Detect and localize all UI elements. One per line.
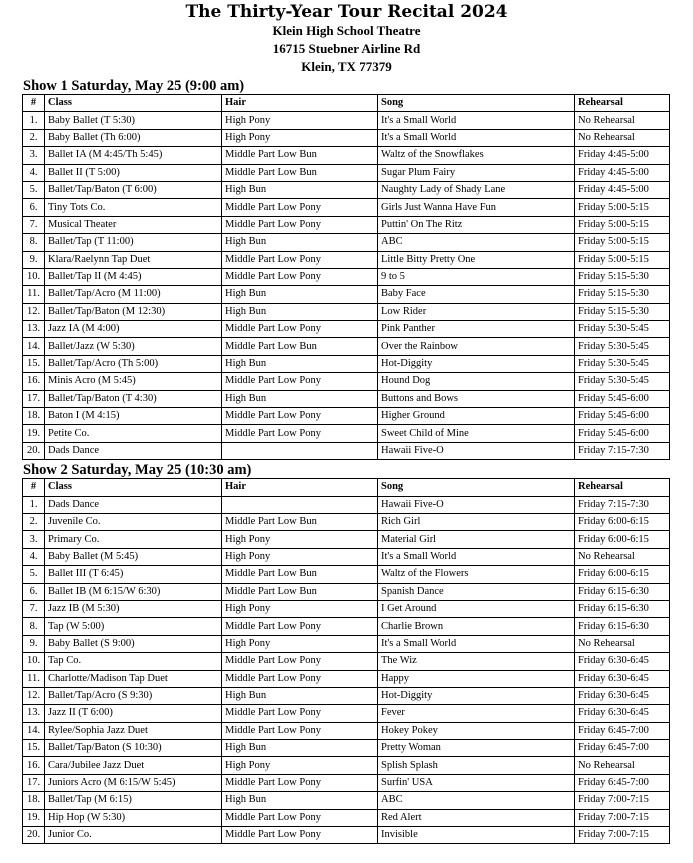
- class-cell: Jazz IA (M 4:00): [45, 321, 222, 338]
- song-cell: Material Girl: [378, 531, 575, 548]
- table-row: [23, 774, 670, 791]
- hair-cell: Middle Part Low Pony: [222, 216, 378, 233]
- hair-cell: Middle Part Low Pony: [222, 618, 378, 635]
- class-cell: Baby Ballet (M 5:45): [45, 548, 222, 565]
- class-cell: Ballet/Tap/Baton (M 12:30): [45, 303, 222, 320]
- table-header-row: [23, 95, 670, 112]
- hair-cell: Middle Part Low Pony: [222, 199, 378, 216]
- song-cell: Girls Just Wanna Have Fun: [378, 199, 575, 216]
- col-class-header: Class: [45, 479, 222, 496]
- row-number: 8.: [23, 234, 45, 251]
- rehearsal-cell: Friday 6:15-6:30: [575, 618, 670, 635]
- row-number: 9.: [23, 635, 45, 652]
- show1-table: [22, 94, 670, 460]
- row-number: 6.: [23, 583, 45, 600]
- table-row: [23, 216, 670, 233]
- table-row: [23, 303, 670, 320]
- song-cell: Naughty Lady of Shady Lane: [378, 181, 575, 198]
- hair-cell: Middle Part Low Pony: [222, 827, 378, 844]
- page-title: The Thirty-Year Tour Recital 2024: [185, 2, 508, 22]
- rehearsal-cell: Friday 7:00-7:15: [575, 792, 670, 809]
- rehearsal-cell: Friday 5:00-5:15: [575, 216, 670, 233]
- rehearsal-cell: Friday 5:30-5:45: [575, 355, 670, 372]
- table-row: [23, 112, 670, 129]
- song-cell: Hound Dog: [378, 373, 575, 390]
- rehearsal-cell: Friday 5:15-5:30: [575, 303, 670, 320]
- hair-cell: Middle Part Low Bun: [222, 513, 378, 530]
- hair-cell: High Bun: [222, 687, 378, 704]
- class-cell: Ballet IB (M 6:15/W 6:30): [45, 583, 222, 600]
- class-cell: Baby Ballet (T 5:30): [45, 112, 222, 129]
- class-cell: Ballet/Tap/Baton (S 10:30): [45, 740, 222, 757]
- song-cell: Hokey Pokey: [378, 722, 575, 739]
- hair-cell: Middle Part Low Pony: [222, 809, 378, 826]
- table-row: [23, 199, 670, 216]
- table-row: [23, 792, 670, 809]
- rehearsal-cell: Friday 5:30-5:45: [575, 373, 670, 390]
- table-row: [23, 566, 670, 583]
- rehearsal-cell: Friday 5:00-5:15: [575, 234, 670, 251]
- col-rehearsal-header: Rehearsal: [575, 95, 670, 112]
- table-row: [23, 425, 670, 442]
- row-number: 7.: [23, 216, 45, 233]
- table-row: [23, 251, 670, 268]
- song-cell: Buttons and Bows: [378, 390, 575, 407]
- rehearsal-cell: No Rehearsal: [575, 548, 670, 565]
- hair-cell: Middle Part Low Pony: [222, 774, 378, 791]
- class-cell: Primary Co.: [45, 531, 222, 548]
- hair-cell: High Pony: [222, 531, 378, 548]
- hair-cell: [222, 442, 378, 459]
- hair-cell: Middle Part Low Pony: [222, 373, 378, 390]
- rehearsal-cell: Friday 5:45-6:00: [575, 390, 670, 407]
- hair-cell: Middle Part Low Pony: [222, 268, 378, 285]
- row-number: 2.: [23, 129, 45, 146]
- row-number: 10.: [23, 653, 45, 670]
- class-cell: Ballet/Tap II (M 4:45): [45, 268, 222, 285]
- row-number: 12.: [23, 303, 45, 320]
- table-row: [23, 408, 670, 425]
- song-cell: Red Alert: [378, 809, 575, 826]
- table-row: [23, 286, 670, 303]
- rehearsal-cell: Friday 5:15-5:30: [575, 286, 670, 303]
- song-cell: 9 to 5: [378, 268, 575, 285]
- rehearsal-cell: Friday 5:15-5:30: [575, 268, 670, 285]
- hair-cell: High Pony: [222, 129, 378, 146]
- class-cell: Minis Acro (M 5:45): [45, 373, 222, 390]
- table-row: [23, 338, 670, 355]
- hair-cell: High Bun: [222, 286, 378, 303]
- row-number: 18.: [23, 408, 45, 425]
- venue-name: Klein High School Theatre: [272, 23, 421, 38]
- hair-cell: High Pony: [222, 757, 378, 774]
- class-cell: Ballet III (T 6:45): [45, 566, 222, 583]
- song-cell: It's a Small World: [378, 112, 575, 129]
- table-row: [23, 355, 670, 372]
- row-number: 17.: [23, 774, 45, 791]
- class-cell: Juniors Acro (M 6:15/W 5:45): [45, 774, 222, 791]
- rehearsal-cell: Friday 7:00-7:15: [575, 827, 670, 844]
- table-row: [23, 147, 670, 164]
- rehearsal-cell: Friday 7:15-7:30: [575, 442, 670, 459]
- song-cell: Invisible: [378, 827, 575, 844]
- rehearsal-cell: Friday 5:45-6:00: [575, 425, 670, 442]
- class-cell: Ballet/Tap/Baton (T 6:00): [45, 181, 222, 198]
- class-cell: Dads Dance: [45, 442, 222, 459]
- hair-cell: High Bun: [222, 303, 378, 320]
- table-row: [23, 268, 670, 285]
- song-cell: Surfin' USA: [378, 774, 575, 791]
- table-row: [23, 321, 670, 338]
- hair-cell: Middle Part Low Bun: [222, 164, 378, 181]
- table-row: [23, 496, 670, 513]
- hair-cell: Middle Part Low Pony: [222, 722, 378, 739]
- table-row: [23, 164, 670, 181]
- song-cell: Hot-Diggity: [378, 687, 575, 704]
- row-number: 14.: [23, 338, 45, 355]
- song-cell: ABC: [378, 792, 575, 809]
- rehearsal-cell: Friday 5:00-5:15: [575, 199, 670, 216]
- song-cell: Low Rider: [378, 303, 575, 320]
- rehearsal-cell: Friday 4:45-5:00: [575, 164, 670, 181]
- hair-cell: Middle Part Low Bun: [222, 583, 378, 600]
- table-row: [23, 234, 670, 251]
- song-cell: Splish Splash: [378, 757, 575, 774]
- song-cell: It's a Small World: [378, 548, 575, 565]
- table-row: [23, 513, 670, 530]
- rehearsal-cell: Friday 6:45-7:00: [575, 774, 670, 791]
- row-number: 1.: [23, 496, 45, 513]
- class-cell: Ballet/Tap/Baton (T 4:30): [45, 390, 222, 407]
- table-row: [23, 670, 670, 687]
- rehearsal-cell: Friday 5:00-5:15: [575, 251, 670, 268]
- hair-cell: High Pony: [222, 548, 378, 565]
- song-cell: Hawaii Five-O: [378, 442, 575, 459]
- table-row: [23, 827, 670, 844]
- class-cell: Ballet II (T 5:00): [45, 164, 222, 181]
- class-cell: Ballet/Tap/Acro (S 9:30): [45, 687, 222, 704]
- row-number: 10.: [23, 268, 45, 285]
- rehearsal-cell: Friday 6:45-7:00: [575, 740, 670, 757]
- rehearsal-cell: Friday 6:00-6:15: [575, 513, 670, 530]
- recital-schedule-page: [0, 2, 693, 863]
- class-cell: Jazz II (T 6:00): [45, 705, 222, 722]
- class-cell: Baby Ballet (S 9:00): [45, 635, 222, 652]
- rehearsal-cell: Friday 6:30-6:45: [575, 670, 670, 687]
- row-number: 13.: [23, 705, 45, 722]
- song-cell: Spanish Dance: [378, 583, 575, 600]
- song-cell: ABC: [378, 234, 575, 251]
- hair-cell: High Bun: [222, 355, 378, 372]
- hair-cell: High Pony: [222, 112, 378, 129]
- song-cell: Puttin' On The Ritz: [378, 216, 575, 233]
- class-cell: Jazz IB (M 5:30): [45, 600, 222, 617]
- hair-cell: Middle Part Low Pony: [222, 670, 378, 687]
- hair-cell: [222, 496, 378, 513]
- show1-title: Show 1 Saturday, May 25 (9:00 am): [23, 78, 245, 94]
- rehearsal-cell: Friday 6:15-6:30: [575, 600, 670, 617]
- show2-table: [22, 478, 670, 844]
- rehearsal-cell: No Rehearsal: [575, 757, 670, 774]
- col-song-header: Song: [378, 479, 575, 496]
- row-number: 8.: [23, 618, 45, 635]
- col-rehearsal-header: Rehearsal: [575, 479, 670, 496]
- hair-cell: High Bun: [222, 740, 378, 757]
- rehearsal-cell: Friday 6:30-6:45: [575, 705, 670, 722]
- row-number: 4.: [23, 164, 45, 181]
- show2-title: Show 2 Saturday, May 25 (10:30 am): [23, 462, 252, 479]
- song-cell: Waltz of the Snowflakes: [378, 147, 575, 164]
- class-cell: Juvenile Co.: [45, 513, 222, 530]
- class-cell: Ballet IA (M 4:45/Th 5:45): [45, 147, 222, 164]
- row-number: 3.: [23, 147, 45, 164]
- col-number-header: #: [23, 479, 45, 496]
- rehearsal-cell: Friday 6:00-6:15: [575, 566, 670, 583]
- hair-cell: Middle Part Low Bun: [222, 566, 378, 583]
- class-cell: Junior Co.: [45, 827, 222, 844]
- class-cell: Rylee/Sophia Jazz Duet: [45, 722, 222, 739]
- song-cell: Little Bitty Pretty One: [378, 251, 575, 268]
- rehearsal-cell: Friday 6:15-6:30: [575, 583, 670, 600]
- row-number: 11.: [23, 670, 45, 687]
- song-cell: Sugar Plum Fairy: [378, 164, 575, 181]
- rehearsal-cell: Friday 4:45-5:00: [575, 181, 670, 198]
- song-cell: The Wiz: [378, 653, 575, 670]
- table-row: [23, 583, 670, 600]
- class-cell: Klara/Raelynn Tap Duet: [45, 251, 222, 268]
- song-cell: It's a Small World: [378, 129, 575, 146]
- song-cell: Sweet Child of Mine: [378, 425, 575, 442]
- class-cell: Petite Co.: [45, 425, 222, 442]
- venue-city: Klein, TX 77379: [301, 59, 392, 74]
- table-row: [23, 373, 670, 390]
- class-cell: Ballet/Jazz (W 5:30): [45, 338, 222, 355]
- table-row: [23, 531, 670, 548]
- rehearsal-cell: Friday 6:45-7:00: [575, 722, 670, 739]
- col-hair-header: Hair: [222, 479, 378, 496]
- song-cell: Higher Ground: [378, 408, 575, 425]
- class-cell: Baton I (M 4:15): [45, 408, 222, 425]
- hair-cell: Middle Part Low Pony: [222, 408, 378, 425]
- song-cell: Fever: [378, 705, 575, 722]
- class-cell: Dads Dance: [45, 496, 222, 513]
- rehearsal-cell: Friday 5:30-5:45: [575, 338, 670, 355]
- col-hair-header: Hair: [222, 95, 378, 112]
- table-row: [23, 722, 670, 739]
- hair-cell: Middle Part Low Pony: [222, 653, 378, 670]
- col-number-header: #: [23, 95, 45, 112]
- class-cell: Tap (W 5:00): [45, 618, 222, 635]
- table-row: [23, 653, 670, 670]
- row-number: 20.: [23, 442, 45, 459]
- class-cell: Tiny Tots Co.: [45, 199, 222, 216]
- song-cell: Hot-Diggity: [378, 355, 575, 372]
- col-class-header: Class: [45, 95, 222, 112]
- rehearsal-cell: No Rehearsal: [575, 635, 670, 652]
- table-row: [23, 129, 670, 146]
- row-number: 19.: [23, 809, 45, 826]
- hair-cell: Middle Part Low Bun: [222, 147, 378, 164]
- row-number: 17.: [23, 390, 45, 407]
- class-cell: Tap Co.: [45, 653, 222, 670]
- table-row: [23, 618, 670, 635]
- row-number: 12.: [23, 687, 45, 704]
- table-row: [23, 809, 670, 826]
- col-song-header: Song: [378, 95, 575, 112]
- row-number: 16.: [23, 373, 45, 390]
- hair-cell: Middle Part Low Bun: [222, 338, 378, 355]
- row-number: 18.: [23, 792, 45, 809]
- hair-cell: High Bun: [222, 234, 378, 251]
- row-number: 5.: [23, 181, 45, 198]
- table-row: [23, 757, 670, 774]
- rehearsal-cell: Friday 7:15-7:30: [575, 496, 670, 513]
- table-row: [23, 181, 670, 198]
- rehearsal-cell: Friday 5:45-6:00: [575, 408, 670, 425]
- table-row: [23, 390, 670, 407]
- hair-cell: Middle Part Low Pony: [222, 321, 378, 338]
- row-number: 11.: [23, 286, 45, 303]
- table-row: [23, 687, 670, 704]
- class-cell: Ballet/Tap/Acro (Th 5:00): [45, 355, 222, 372]
- rehearsal-cell: Friday 6:30-6:45: [575, 653, 670, 670]
- show1-table-body: [23, 112, 670, 460]
- hair-cell: High Bun: [222, 181, 378, 198]
- rehearsal-cell: Friday 6:30-6:45: [575, 687, 670, 704]
- row-number: 4.: [23, 548, 45, 565]
- hair-cell: High Bun: [222, 390, 378, 407]
- song-cell: Rich Girl: [378, 513, 575, 530]
- venue-address: 16715 Stuebner Airline Rd: [272, 41, 421, 56]
- song-cell: Pretty Woman: [378, 740, 575, 757]
- class-cell: Hip Hop (W 5:30): [45, 809, 222, 826]
- row-number: 1.: [23, 112, 45, 129]
- song-cell: Baby Face: [378, 286, 575, 303]
- row-number: 15.: [23, 355, 45, 372]
- row-number: 9.: [23, 251, 45, 268]
- rehearsal-cell: Friday 7:00-7:15: [575, 809, 670, 826]
- hair-cell: High Pony: [222, 600, 378, 617]
- song-cell: Hawaii Five-O: [378, 496, 575, 513]
- class-cell: Musical Theater: [45, 216, 222, 233]
- song-cell: Happy: [378, 670, 575, 687]
- rehearsal-cell: No Rehearsal: [575, 112, 670, 129]
- rehearsal-cell: No Rehearsal: [575, 129, 670, 146]
- table-header-row: [23, 479, 670, 496]
- song-cell: Pink Panther: [378, 321, 575, 338]
- table-row: [23, 740, 670, 757]
- song-cell: It's a Small World: [378, 635, 575, 652]
- row-number: 5.: [23, 566, 45, 583]
- row-number: 16.: [23, 757, 45, 774]
- hair-cell: Middle Part Low Pony: [222, 705, 378, 722]
- class-cell: Ballet/Tap/Acro (M 11:00): [45, 286, 222, 303]
- row-number: 14.: [23, 722, 45, 739]
- row-number: 13.: [23, 321, 45, 338]
- class-cell: Baby Ballet (Th 6:00): [45, 129, 222, 146]
- hair-cell: Middle Part Low Pony: [222, 251, 378, 268]
- table-row: [23, 635, 670, 652]
- hair-cell: Middle Part Low Pony: [222, 425, 378, 442]
- table-row: [23, 548, 670, 565]
- table-row: [23, 442, 670, 459]
- row-number: 20.: [23, 827, 45, 844]
- hair-cell: High Bun: [222, 792, 378, 809]
- table-row: [23, 705, 670, 722]
- row-number: 15.: [23, 740, 45, 757]
- row-number: 3.: [23, 531, 45, 548]
- rehearsal-cell: Friday 6:00-6:15: [575, 531, 670, 548]
- song-cell: Over the Rainbow: [378, 338, 575, 355]
- song-cell: I Get Around: [378, 600, 575, 617]
- rehearsal-cell: Friday 5:30-5:45: [575, 321, 670, 338]
- show2-table-body: [23, 496, 670, 844]
- song-cell: Charlie Brown: [378, 618, 575, 635]
- rehearsal-cell: Friday 4:45-5:00: [575, 147, 670, 164]
- class-cell: Ballet/Tap (T 11:00): [45, 234, 222, 251]
- row-number: 6.: [23, 199, 45, 216]
- hair-cell: High Pony: [222, 635, 378, 652]
- table-row: [23, 600, 670, 617]
- row-number: 19.: [23, 425, 45, 442]
- class-cell: Ballet/Tap (M 6:15): [45, 792, 222, 809]
- class-cell: Charlotte/Madison Tap Duet: [45, 670, 222, 687]
- song-cell: Waltz of the Flowers: [378, 566, 575, 583]
- row-number: 2.: [23, 513, 45, 530]
- row-number: 7.: [23, 600, 45, 617]
- class-cell: Cara/Jubilee Jazz Duet: [45, 757, 222, 774]
